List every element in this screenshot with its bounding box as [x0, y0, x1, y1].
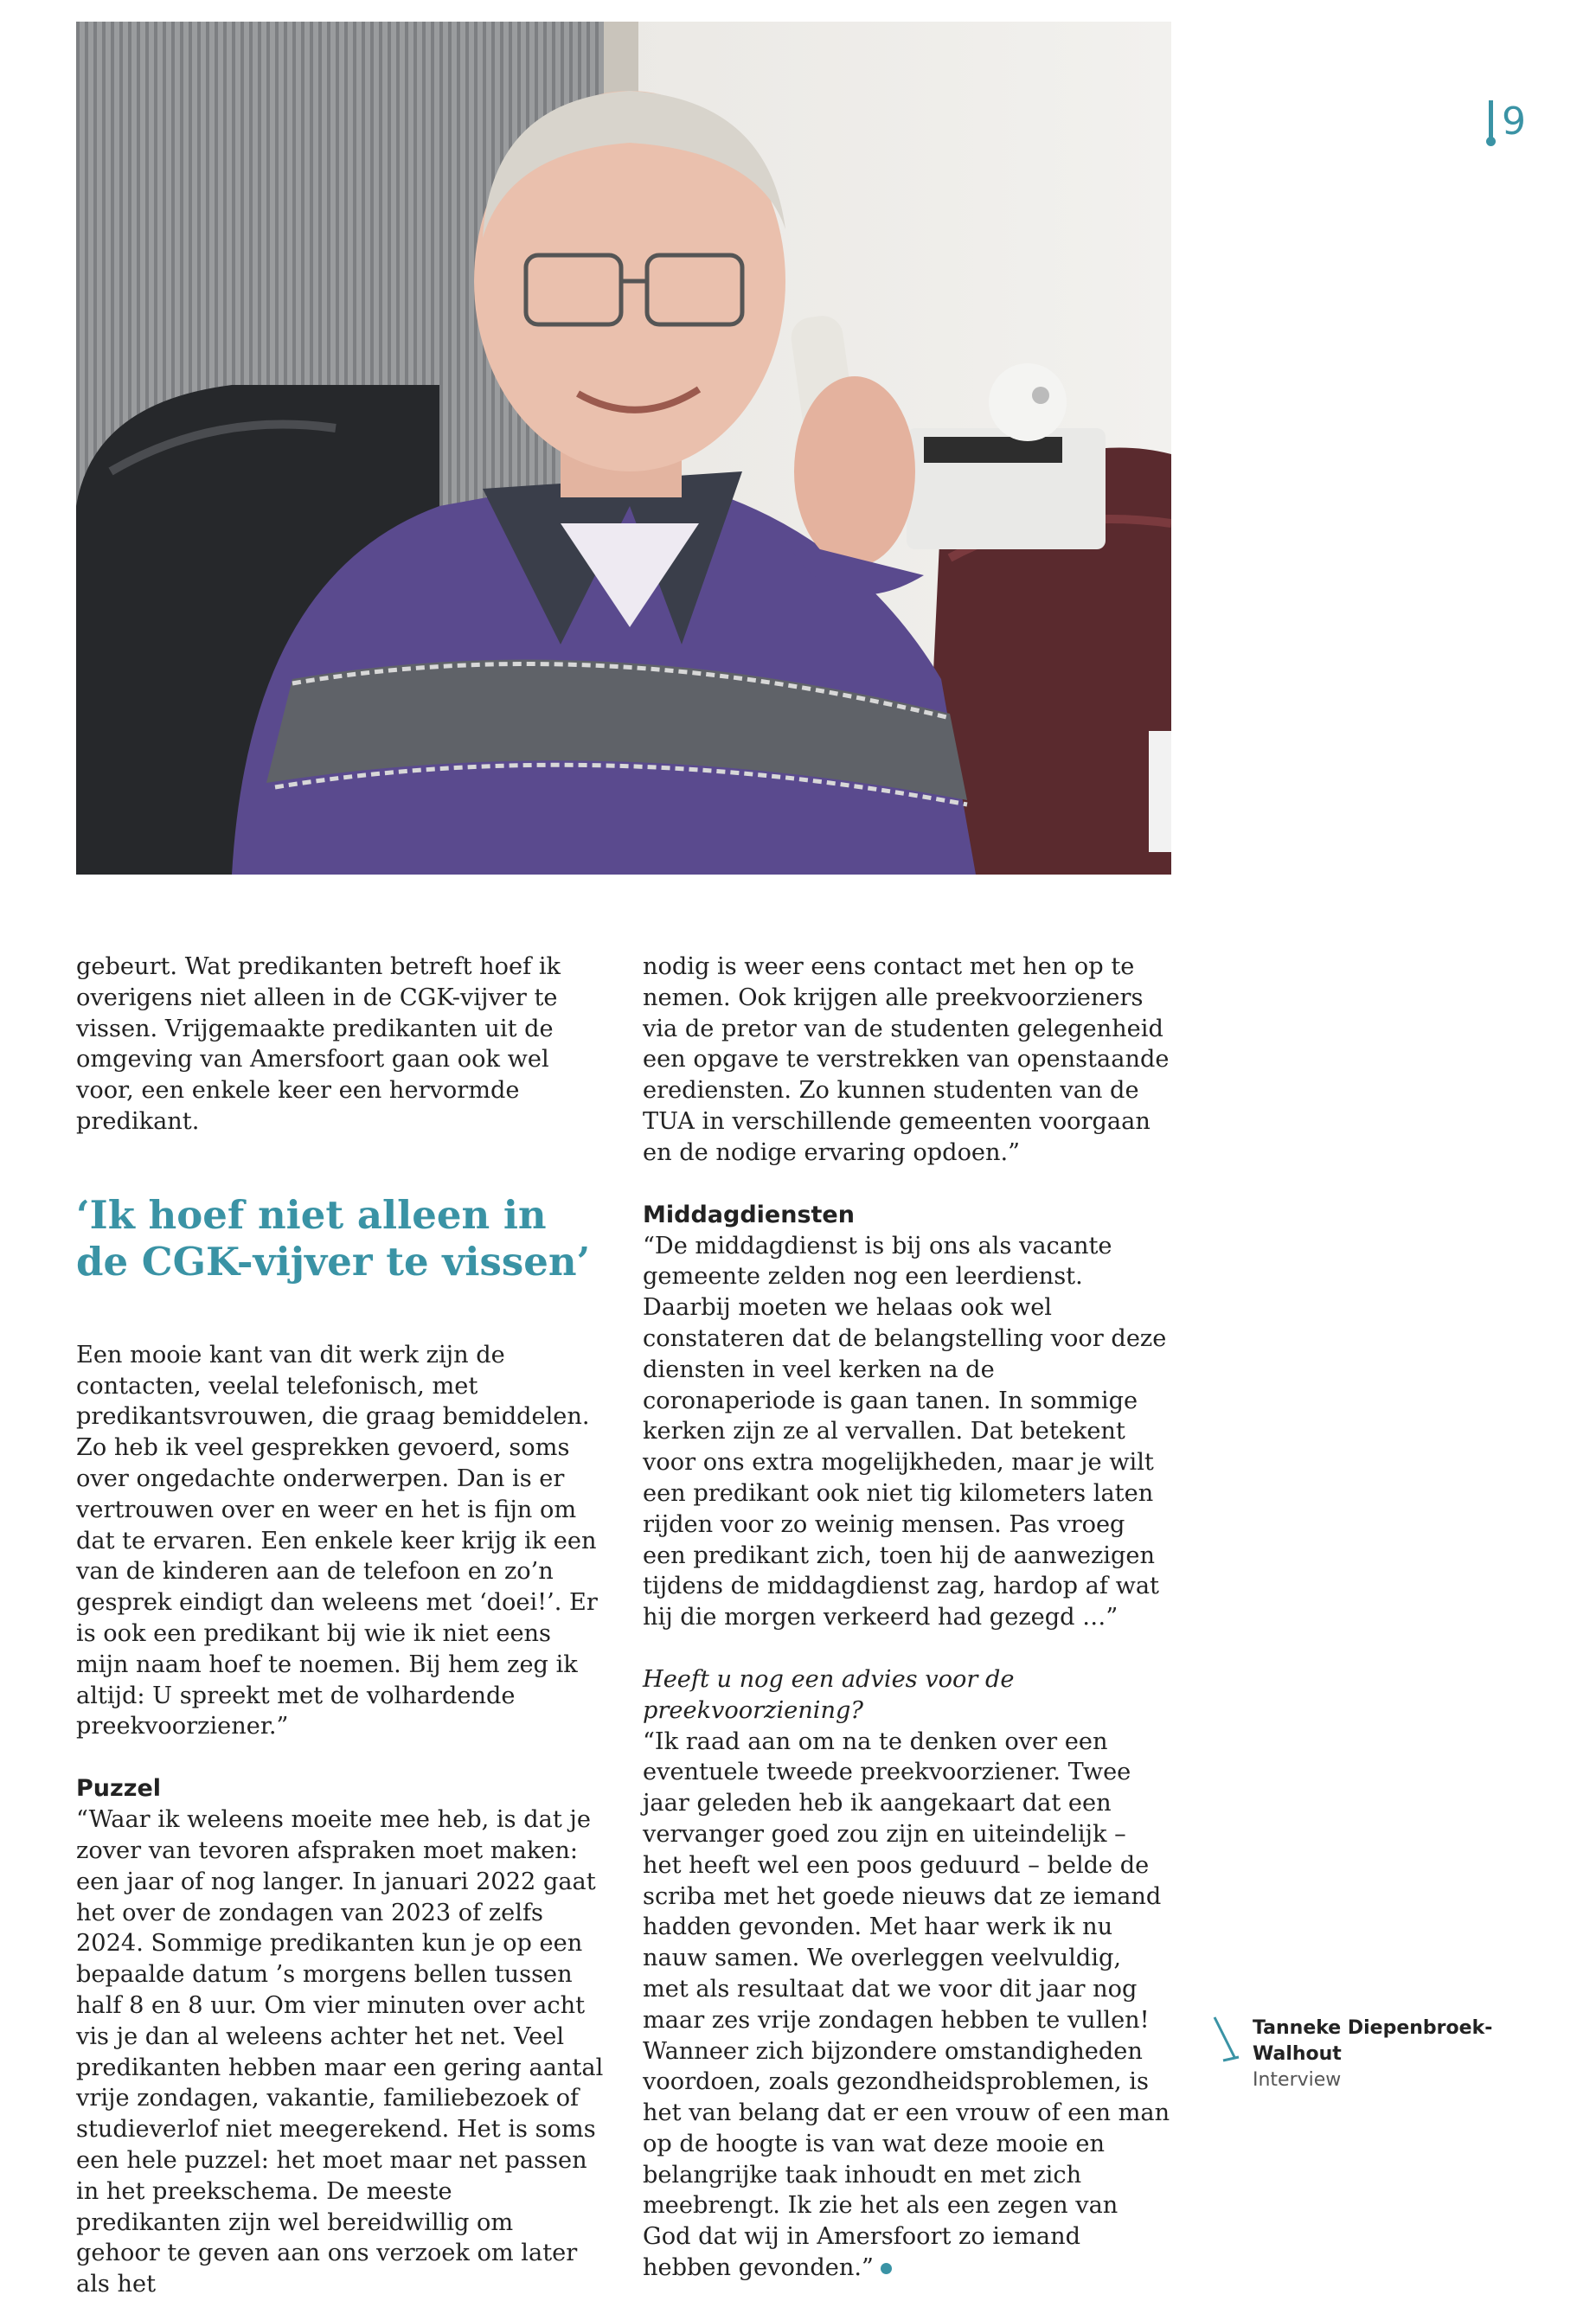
- right-paragraph-4-wrapper: [643, 2036, 1170, 2284]
- section-heading-middagdiensten: Middagdiensten: [643, 1201, 855, 1228]
- right-paragraph-4: Wanneer zich bijzondere omstandigheden voordoen, zoals gezondheidsproblemen, is het van belang dat er een vrouw of een man op de hoogte is van wat deze mooie en belangrijke taak inhoudt en met zich meebrengt. Ik zie het als een zegen van God dat wij in Amersfoort zo iemand hebben gevonden.”: [643, 2037, 1170, 2282]
- left-column: [76, 952, 604, 2300]
- end-dot-icon: [881, 2263, 892, 2274]
- left-paragraph-2: Een mooie kant van dit werk zijn de contacten, veelal telefonisch, met predikantsvrouwen, die graag bemiddelen. Zo heb ik veel gesprekken gevoerd, soms over ongedachte onderwerpen. Dan is er vertrouwen over en weer en het is fijn om dat te ervaren. Een enkele keer krijg ik een van de kinderen aan de telefoon en zo’n gesprek eindigt dan weleens met ‘doei!’. Er is ook een predikant bij wie ik niet eens mijn naam hoef te noemen. Bij hem zeg ik altijd: U spreekt met de volhardende preekvoorziener.”: [76, 1341, 598, 1740]
- author-role: Interview: [1253, 2069, 1342, 2091]
- left-paragraph-1: gebeurt. Wat predikanten betreft hoef ik overigens niet alleen in de CGK-vijver te vissen. Vrijgemaakte predikanten uit de omgeving van Amersfoort gaan ook wel voor, een enkele keer een hervormde predikant.: [76, 953, 561, 1135]
- right-column: [643, 952, 1170, 2284]
- page-number-bar-icon: [1489, 100, 1493, 142]
- right-paragraph-1: nodig is weer eens contact met hen op te nemen. Ook krijgen alle preekvoorzieners via de pretor van de studenten gelegenheid een opgave te verstrekken van openstaande erediensten. Zo kunnen studenten van de TUA in verschillende gemeenten voorgaan en de nodige ervaring opdoen.”: [643, 953, 1170, 1166]
- credit-slash-icon: [1211, 2016, 1242, 2064]
- pull-quote: ‘Ik hoef niet alleen in de CGK-vijver te vissen’: [76, 1191, 591, 1285]
- article-photo: [76, 22, 1171, 875]
- author-name: Tanneke Diepenbroek-Walhout: [1253, 2017, 1493, 2065]
- page-number: [1489, 97, 1526, 145]
- page-number-text: 9: [1502, 99, 1526, 144]
- section-heading-puzzel: Puzzel: [76, 1775, 162, 1803]
- right-paragraph-2: “De middagdienst is bij ons als vacante gemeente zelden nog een leerdienst. Daarbij moeten we helaas ook wel constateren dat de belangstelling voor deze diensten in veel kerken na de coronaperiode is gaan tanen. In sommige kerken zijn ze al vervallen. Dat betekent voor ons extra mogelijkheden, maar je wilt een predikant ook niet tig kilometers laten rijden voor zo weinig mensen. Pas vroeg een predikant zich, toen hij de aanwezigen tijdens de middagdienst zag, hardop af wat hij die morgen verkeerd had gezegd …”: [643, 1232, 1167, 1631]
- left-paragraph-3: “Waar ik weleens moeite mee heb, is dat je zover van tevoren afspraken moet maken: een jaar of nog langer. In januari 2022 gaat het over de zondagen van 2023 of zelfs 2024. Sommige predikanten kun je op een bepaalde datum ’s morgens bellen tussen half 8 en 8 uur. Om vier minuten over acht vis je dan al weleens achter het net. Veel predikanten hebben maar een gering aantal vrije zondagen, vakantie, familiebezoek of studieverlof niet meegerekend. Het is soms een hele puzzel: het moet maar net passen in het preekschema. De meeste predikanten zijn wel bereidwillig om gehoor te geven aan ons verzoek om later als het: [76, 1806, 604, 2298]
- author-credit: [1211, 2016, 1497, 2093]
- interview-question: Heeft u nog een advies voor de preekvoorziening?: [643, 1665, 1015, 1724]
- portrait-photo: [76, 22, 1171, 875]
- right-paragraph-3: “Ik raad aan om na te denken over een eventuele tweede preekvoorziener. Twee jaar geleden heb ik aangekaart dat een vervanger goed zou zijn en uiteindelijk – het heeft wel een poos geduurd – belde de scriba met het goede nieuws dat ze iemand hadden gevonden. Met haar werk ik nu nauw samen. We overleggen veelvuldig, met als resultaat dat we voor dit jaar nog maar zes vrije zondagen hebben te vullen!: [643, 1727, 1162, 2034]
